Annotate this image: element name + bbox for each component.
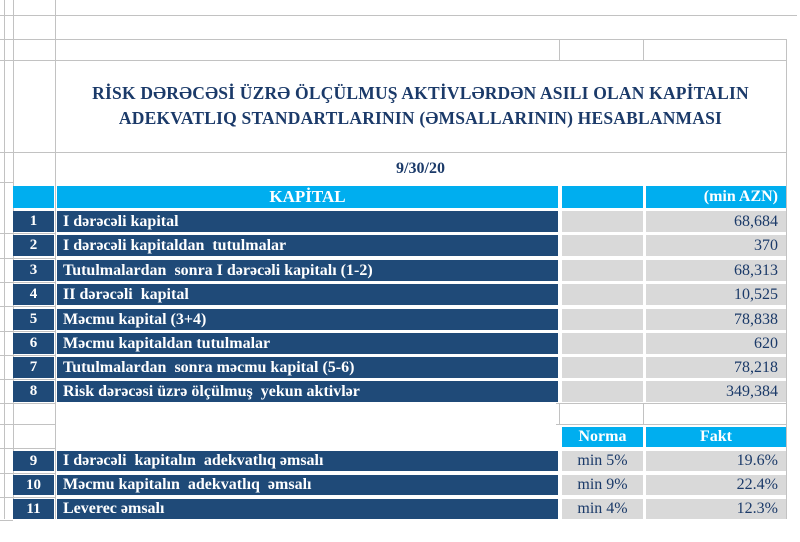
row-empty-cell[interactable] — [562, 357, 643, 378]
row-fakt-cell[interactable]: 12.3% — [646, 499, 786, 519]
gridline — [556, 424, 786, 425]
gridline — [0, 15, 797, 16]
row-value-cell[interactable]: 78,838 — [646, 309, 786, 330]
gridline — [0, 424, 55, 425]
row-number-cell[interactable]: 10 — [13, 475, 54, 495]
gridline — [0, 233, 55, 234]
capital-header-label: KAPİTAL — [269, 187, 346, 206]
row-number-cell[interactable]: 1 — [13, 211, 54, 232]
gridline — [4, 0, 5, 519]
row-number-cell[interactable]: 2 — [13, 235, 54, 256]
row-label-cell[interactable]: Tutulmalardan sonra məcmu kapital (5-6) — [57, 357, 558, 378]
row-value-cell[interactable]: 78,218 — [646, 357, 786, 378]
gridline — [559, 39, 560, 60]
gridline — [559, 403, 560, 424]
norma-header-label: Norma — [578, 428, 627, 445]
row-fakt-cell[interactable]: 22.4% — [646, 475, 786, 495]
gridline — [0, 403, 55, 404]
gridline — [0, 39, 786, 40]
row-empty-cell[interactable] — [562, 309, 643, 330]
row-label-cell[interactable]: Leverec əmsalı — [57, 499, 558, 519]
row-empty-cell[interactable] — [562, 235, 643, 256]
norma-header-cell[interactable] — [562, 427, 643, 447]
row-value-cell[interactable]: 10,525 — [646, 284, 786, 305]
row-label-cell[interactable]: Risk dərəcəsi üzrə ölçülmuş yekun aktivlər — [57, 381, 558, 402]
fakt-header-cell[interactable] — [646, 427, 786, 447]
report-date: 9/30/20 — [396, 159, 445, 177]
gridline — [0, 473, 55, 474]
row-label-cell[interactable]: Məcmu kapitaldan tutulmalar — [57, 333, 558, 354]
capital-header-unit: (min AZN) — [703, 188, 778, 205]
row-number-cell[interactable]: 8 — [13, 381, 54, 402]
gridline — [0, 306, 55, 307]
gridline — [643, 39, 644, 60]
row-number-cell[interactable]: 9 — [13, 451, 54, 471]
capital-header-unit-cell[interactable] — [646, 186, 786, 208]
row-label-cell[interactable]: I dərəcəli kapital — [57, 211, 558, 232]
row-norma-cell[interactable]: min 4% — [562, 499, 643, 519]
row-number-cell[interactable]: 3 — [13, 260, 54, 281]
row-label-cell[interactable]: I dərəcəli kapitaldan tutulmalar — [57, 235, 558, 256]
row-value-cell[interactable]: 68,684 — [646, 211, 786, 232]
row-label-cell[interactable]: I dərəcəli kapitalın adekvatlıq əmsalı — [57, 451, 558, 471]
gridline — [643, 403, 644, 424]
row-empty-cell[interactable] — [562, 211, 643, 232]
row-number-cell[interactable]: 11 — [13, 499, 54, 519]
fakt-header-label: Fakt — [700, 428, 732, 445]
capital-header-num-cell[interactable] — [13, 186, 54, 208]
gridline — [0, 520, 13, 521]
gridline — [0, 379, 55, 380]
row-value-cell[interactable]: 370 — [646, 235, 786, 256]
row-norma-cell[interactable]: min 5% — [562, 451, 643, 471]
row-value-cell[interactable]: 68,313 — [646, 260, 786, 281]
gridline — [0, 331, 55, 332]
gridline — [786, 39, 787, 519]
row-label-cell[interactable]: II dərəcəli kapital — [57, 284, 558, 305]
report-title-cell[interactable] — [55, 60, 786, 152]
row-fakt-cell[interactable]: 19.6% — [646, 451, 786, 471]
gridline — [0, 448, 55, 449]
report-title-line1: RİSK DƏRƏCƏSİ ÜZRƏ ÖLÇÜLMUŞ AKTİVLƏRDƏN ASILI OLAN KAPİTALIN — [92, 83, 749, 103]
gridline — [0, 497, 55, 498]
row-norma-cell[interactable]: min 9% — [562, 475, 643, 495]
gridline — [0, 182, 13, 183]
capital-header-empty-cell[interactable] — [562, 186, 643, 208]
row-number-cell[interactable]: 7 — [13, 357, 54, 378]
gridline — [0, 355, 55, 356]
row-number-cell[interactable]: 4 — [13, 284, 54, 305]
capital-header-label-cell[interactable] — [57, 186, 558, 208]
row-empty-cell[interactable] — [562, 333, 643, 354]
row-empty-cell[interactable] — [562, 381, 643, 402]
row-number-cell[interactable]: 5 — [13, 309, 54, 330]
row-value-cell[interactable]: 620 — [646, 333, 786, 354]
report-date-cell[interactable] — [55, 152, 786, 185]
row-empty-cell[interactable] — [562, 260, 643, 281]
report-title-line2: ADEKVATLIQ STANDARTLARININ (ƏMSALLARININ) HESABLANMASI — [118, 108, 723, 128]
row-number-cell[interactable]: 6 — [13, 333, 54, 354]
row-empty-cell[interactable] — [562, 284, 643, 305]
gridline — [556, 403, 786, 404]
row-label-cell[interactable]: Məcmu kapitalın adekvatlıq əmsalı — [57, 475, 558, 495]
row-value-cell[interactable]: 349,384 — [646, 381, 786, 402]
gridline — [0, 258, 55, 259]
gridline — [0, 282, 55, 283]
row-label-cell[interactable]: Məcmu kapital (3+4) — [57, 309, 558, 330]
row-label-cell[interactable]: Tutulmalardan sonra I dərəcəli kapitalı (1-2) — [57, 260, 558, 281]
